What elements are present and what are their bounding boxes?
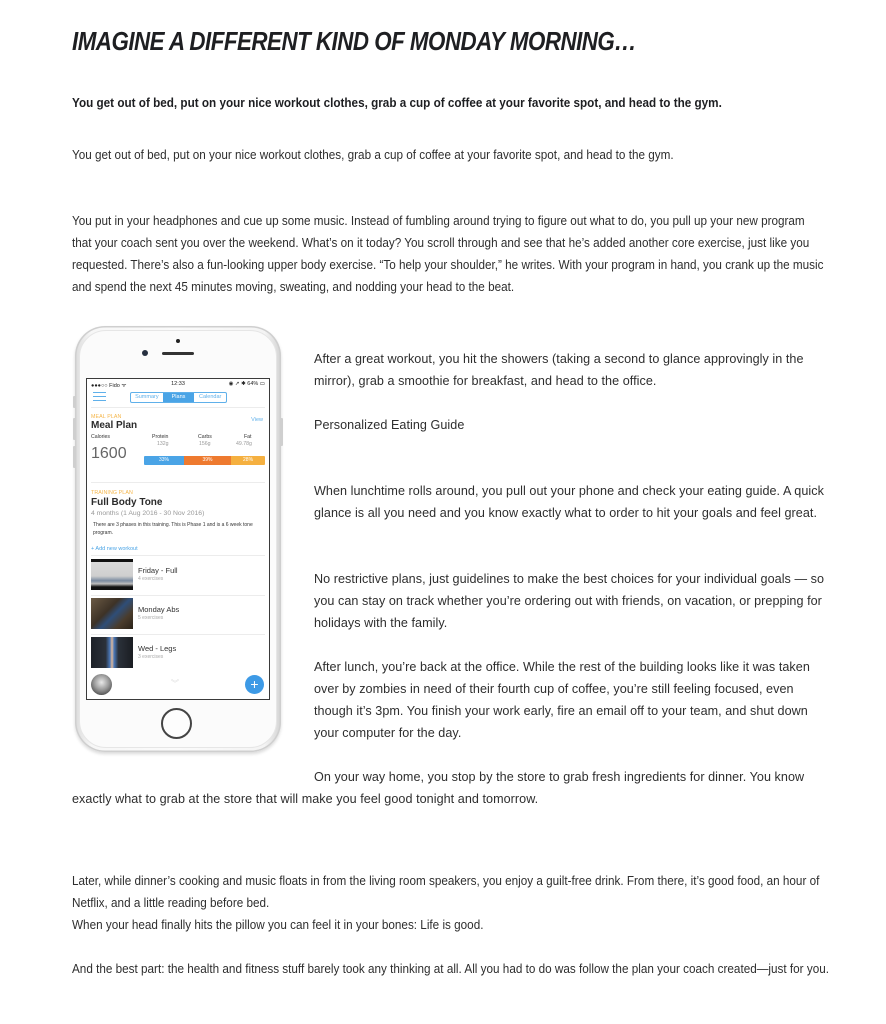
paragraph: After a great workout, you hit the showers (taking a second to glance approvingly in the mirror), grab a smoothie for breakfast, and head to the office. <box>314 352 804 388</box>
workout-row[interactable] <box>91 557 265 594</box>
status-bar <box>87 379 269 389</box>
workout-row[interactable] <box>91 596 265 633</box>
tab-calendar[interactable]: Calendar <box>199 394 222 400</box>
fat-grams: 49.78g <box>236 441 252 447</box>
add-button[interactable]: + <box>245 675 264 694</box>
paragraph: You get out of bed, put on your nice workout clothes, grab a cup of coffee at your favorite spot, and head to the gym. <box>72 148 674 162</box>
phone-mockup <box>75 326 281 752</box>
paragraph: No restrictive plans, just guidelines to make the best choices for your individual goals — so you can stay on track whether you’re ordering out with friends, on vacation, or prepping for holidays with the family. <box>314 572 825 630</box>
workout-count: 5 exercises <box>138 615 164 621</box>
workout-name: Monday Abs <box>138 605 180 614</box>
calories-value: 1600 <box>91 445 127 462</box>
workout-row[interactable] <box>91 635 265 672</box>
fat-label: Fat <box>244 434 252 440</box>
app-navbar <box>87 389 269 405</box>
paragraph: After lunch, you’re back at the office. While the rest of the building looks like it was taken over by zombies in need of their fourth cup of coffee, you’re still feeling focused, even though it’s 3pm. You finish your work early, fire an email off to your team, and shut down your computer for the day. <box>314 660 810 740</box>
paragraph: When lunchtime rolls around, you pull out your phone and check your eating guide. A quick glance is all you need and you know exactly what to order to hit your goals and feel great. <box>314 484 824 520</box>
sensor-dot <box>176 339 180 343</box>
add-workout-link[interactable]: + Add new workout <box>91 546 138 552</box>
tab-summary[interactable]: Summary <box>135 394 159 400</box>
speaker-grille <box>162 352 194 355</box>
segmented-tabs <box>130 392 227 403</box>
protein-grams: 132g <box>157 441 169 447</box>
workout-count: 4 exercises <box>138 576 164 582</box>
article-title: IMAGINE A DIFFERENT KIND OF MONDAY MORNING… <box>72 26 637 56</box>
training-description: There are 3 phases in this training. This is Phase 1 and is a 6 week tone program. <box>93 522 253 536</box>
workout-name: Friday - Full <box>138 566 178 575</box>
meal-plan-label: MEAL PLAN <box>91 414 122 420</box>
macro-bar <box>144 456 265 465</box>
meal-plan-title: Meal Plan <box>91 420 138 431</box>
paragraph: And the best part: the health and fitness stuff barely took any thinking at all. All you had to do was follow the plan your coach created—just for you. <box>72 962 829 976</box>
workout-count: 3 exercises <box>138 654 164 660</box>
training-plan-title: Full Body Tone <box>91 497 163 508</box>
menu-icon[interactable] <box>93 392 106 402</box>
training-plan-label: TRAINING PLAN <box>91 490 133 496</box>
carrier-signal: ●●●○○ Fido ᯤ <box>91 383 127 389</box>
carbs-label: Carbs <box>198 434 212 440</box>
evening-block <box>72 870 835 936</box>
macro-carbs: 39% <box>184 456 231 465</box>
article-lead: You get out of bed, put on your nice workout clothes, grab a cup of coffee at your favorite spot, and head to the gym. <box>72 96 722 110</box>
section-heading: Personalized Eating Guide <box>314 418 465 432</box>
protein-label: Protein <box>152 434 169 440</box>
phone-screen <box>86 378 270 700</box>
macro-protein: 33% <box>144 456 184 465</box>
paragraph: When your head finally hits the pillow you can feel it in your bones: Life is good. <box>72 918 484 932</box>
view-link[interactable]: View <box>251 417 263 423</box>
status-icons: ◉ ➚ ✱ 64% ▭ <box>228 381 265 387</box>
workout-thumbnail <box>91 637 133 668</box>
macro-fat: 28% <box>231 456 265 465</box>
camera-icon <box>142 350 148 356</box>
chevron-down-icon[interactable]: ︾ <box>171 679 179 688</box>
workout-thumbnail <box>91 598 133 629</box>
calories-label: Calories <box>91 434 111 440</box>
avatar[interactable] <box>91 674 112 695</box>
workout-thumbnail <box>91 559 133 590</box>
status-time: 12:33 <box>171 381 185 387</box>
tab-plans[interactable]: Plans <box>163 393 195 402</box>
home-button <box>161 708 192 739</box>
training-duration: 4 months (1 Aug 2016 - 30 Nov 2016) <box>91 510 205 517</box>
paragraph: Later, while dinner’s cooking and music floats in from the living room speakers, you enjoy a guilt-free drink. From there, it’s good food, an hour of Netflix, and a little reading before bed. <box>72 874 820 910</box>
paragraph: On your way home, you stop by the store to grab fresh ingredients for dinner. You know exactly what to grab at the store that will make you feel good tonight and tomorrow. <box>72 770 805 806</box>
paragraph: You put in your headphones and cue up some music. Instead of fumbling around trying to figure out what to do, you pull up your new program that your coach sent you over the weekend. What’s on it today? You scroll through and see that he’s added another core exercise, just like you requested. There’s also a fun-looking upper body exercise. “To help your shoulder,” he writes. With your program in hand, you crank up the music and spend the next 45 minutes moving, sweating, and nodding your head to the beat. <box>72 214 824 294</box>
workout-name: Wed - Legs <box>138 644 177 653</box>
carbs-grams: 156g <box>199 441 211 447</box>
